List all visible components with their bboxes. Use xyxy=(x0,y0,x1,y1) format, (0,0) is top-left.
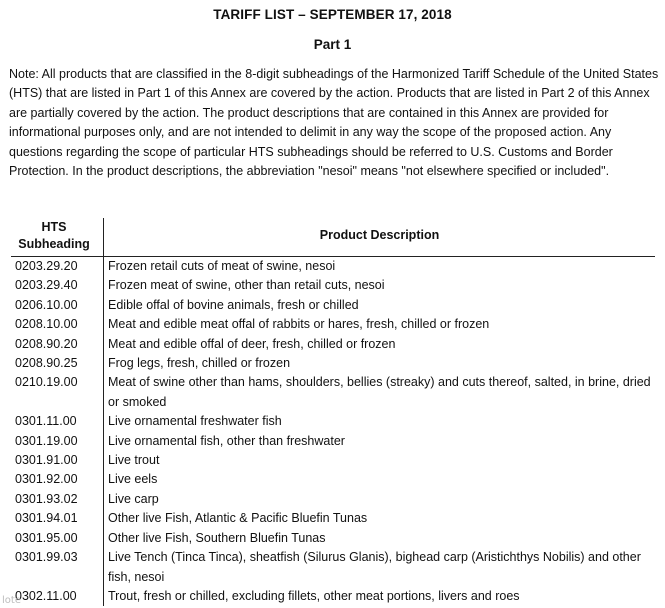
header-hts-line2: Subheading xyxy=(18,237,90,251)
table-row xyxy=(11,315,655,334)
table-row xyxy=(11,490,655,509)
product-description-cell: Meat and edible offal of deer, fresh, chilled or frozen xyxy=(103,335,655,354)
product-description-cell: Meat and edible meat offal of rabbits or hares, fresh, chilled or frozen xyxy=(103,315,655,334)
hts-code-cell: 0210.19.00 xyxy=(15,375,78,390)
hts-code-cell: 0301.11.00 xyxy=(15,414,77,429)
hts-code-cell: 0208.90.20 xyxy=(15,336,78,351)
hts-code-cell: 0208.10.00 xyxy=(15,317,78,332)
header-hts-subheading xyxy=(11,218,97,256)
product-description-cell: Other live Fish, Atlantic & Pacific Bluefin Tunas xyxy=(103,509,655,528)
table-row xyxy=(11,335,655,354)
table-row xyxy=(11,548,655,587)
document-title: TARIFF LIST – SEPTEMBER 17, 2018 xyxy=(213,7,452,22)
product-description-cell: Live Tench (Tinca Tinca), sheatfish (Silurus Glanis), bighead carp (Aristichthys Nobilis) and other fish, nesoi xyxy=(103,548,655,587)
watermark: lote xyxy=(2,595,21,606)
table-header xyxy=(11,218,655,256)
part-heading: Part 1 xyxy=(313,37,352,52)
product-description-cell: Edible offal of bovine animals, fresh or chilled xyxy=(103,296,655,315)
hts-code-cell: 0301.99.03 xyxy=(15,550,78,565)
table-row xyxy=(11,451,655,470)
product-description-cell: Frozen meat of swine, other than retail cuts, nesoi xyxy=(103,276,655,295)
product-description-cell: Live eels xyxy=(103,470,655,489)
table-row xyxy=(11,354,655,373)
table-row xyxy=(11,470,655,489)
product-description-cell: Meat of swine other than hams, shoulders, bellies (streaky) and cuts thereof, salted, in brine, dried or smoked xyxy=(103,373,655,412)
table-row xyxy=(11,257,655,276)
hts-code-cell: 0301.91.00 xyxy=(15,453,78,468)
table-row xyxy=(11,432,655,451)
product-description-cell: Live ornamental freshwater fish xyxy=(103,412,655,431)
product-description-cell: Frozen retail cuts of meat of swine, nesoi xyxy=(103,257,655,276)
tariff-table xyxy=(11,218,655,606)
hts-code-cell: 0302.11.00 xyxy=(15,588,77,603)
product-description-cell: Trout, fresh or chilled, excluding fillets, other meat portions, livers and roes xyxy=(103,587,655,606)
hts-code-cell: 0301.95.00 xyxy=(15,530,78,545)
product-description-cell: Live trout xyxy=(103,451,655,470)
hts-code-cell: 0208.90.25 xyxy=(15,356,78,371)
table-row xyxy=(11,529,655,548)
table-row xyxy=(11,296,655,315)
hts-code-cell: 0203.29.40 xyxy=(15,278,78,293)
table-row xyxy=(11,373,655,412)
note-paragraph: Note: All products that are classified in the 8-digit subheadings of the Harmonized Tariff Schedule of the United States (HTS) that are listed in Part 1 of this Annex are covered by the action. Products that are listed in Part 2 of this Annex are partially covered by the action. The product descriptions that are contained in this Annex are provided for informational purposes only, and are not intended to delimit in any way the scope of the proposed action. Any questions regarding the scope of particular HTS subheadings should be referred to U.S. Customs and Border Protection. In the product descriptions, the abbreviation "nesoi" means "not elsewhere specified or included". xyxy=(9,67,659,179)
table-row xyxy=(11,509,655,528)
hts-code-cell: 0301.92.00 xyxy=(15,472,78,487)
product-description-cell: Other live Fish, Southern Bluefin Tunas xyxy=(103,529,655,548)
hts-code-cell: 0301.93.02 xyxy=(15,491,78,506)
hts-code-cell: 0301.19.00 xyxy=(15,433,78,448)
product-description-cell: Live carp xyxy=(103,490,655,509)
product-description-cell: Live ornamental fish, other than freshwater xyxy=(103,432,655,451)
hts-code-cell: 0203.29.20 xyxy=(15,259,78,273)
header-product-description: Product Description xyxy=(103,218,655,256)
header-hts-line1: HTS xyxy=(41,220,67,234)
product-description-cell: Frog legs, fresh, chilled or frozen xyxy=(103,354,655,373)
hts-code-cell: 0301.94.01 xyxy=(15,511,78,526)
table-row xyxy=(11,276,655,295)
table-body xyxy=(11,256,655,606)
table-row xyxy=(11,412,655,431)
table-row xyxy=(11,587,655,606)
hts-code-cell: 0206.10.00 xyxy=(15,297,78,312)
